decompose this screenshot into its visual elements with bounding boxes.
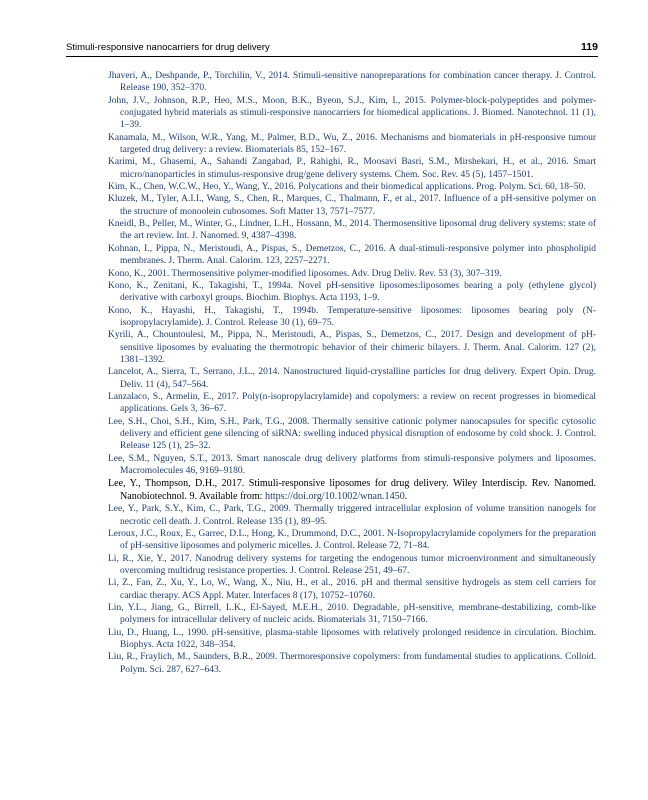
doi-link[interactable]: https://doi.org/10.1002/wnan.1450 (265, 491, 405, 503)
reference-entry: Leroux, J.C., Roux, E., Garrec, D.L., Hong, K., Drummond, D.C., 2001. N-Isopropylacrylamide copolymers for the preparation of pH-sensitive liposomes and polymeric micelles. J. Control. Release 72, 71–84. (108, 529, 596, 552)
reference-entry: Jhaveri, A., Deshpande, P., Torchilin, V., 2014. Stimuli-sensitive nanopreparations for combination cancer therapy. J. Control. Release 190, 352–370. (108, 71, 596, 94)
reference-entry: John, J.V., Johnson, R.P., Heo, M.S., Moon, B.K., Byeon, S.J., Kim, I., 2015. Polymer-block-polypeptides and polymer-conjugated hybrid materials as stimuli-responsive nanocarriers for biomedical applications. J. Biomed. Nanotechnol. 11 (1), 1–39. (108, 95, 596, 131)
reference-entry: Liu, D., Huang, L., 1990. pH-sensitive, plasma-stable liposomes with relatively prolonged residence in circulation. Biochim. Biophys. Acta 1022, 348–354. (108, 627, 596, 651)
reference-entry: Lanzalaco, S., Armelin, E., 2017. Poly(n-isopropylacrylamide) and copolymers: a review on recent progresses in biomedical applications. Gels 3, 36–67. (108, 391, 596, 415)
reference-entry: Kono, K., Hayashi, H., Takagishi, T., 1994b. Temperature-sensitive liposomes: liposomes bearing poly (N-isopropylacrylamide). J. Control. Release 30 (1), 69–75. (108, 305, 596, 328)
reference-entry: Lee, S.M., Nguyen, S.T., 2013. Smart nanoscale drug delivery platforms from stimuli-responsive polymers and liposomes. Macromolecules 46, 9169–9180. (108, 453, 596, 476)
reference-suffix: . (404, 491, 408, 503)
reference-entry: Kono, K., 2001. Thermosensitive polymer-modified liposomes. Adv. Drug Deliv. Rev. 53 (3), 307–319. (108, 268, 502, 279)
reference-entry: Kohnan, I., Pippa, N., Meristoudi, A., Pispas, S., Demetzos, C., 2016. A dual-stimuli-responsive polymer into phospholipid membranes. J. Therm. Anal. Calorim. 123, 2257–2271. (108, 243, 596, 267)
reference-entry-highlighted (108, 477, 596, 503)
reference-entry: Kyrili, A., Chountoulesi, M., Pippa, N., Meristoudi, A., Pispas, S., Demetzos, C., 2017. Design and development of pH-sensitive liposomes by evaluating the thermotropic behavior of their chimeric bilayers. J. Therm. Anal. Calorim. 127 (2), 1381–1392. (108, 330, 596, 365)
reference-text: Lee, Y., Thompson, D.H., 2017. Stimuli-responsive liposomes for drug delivery. Wiley Interdiscip. Rev. Nanomed. Nanobiotechnol. 9. Available from: (108, 478, 596, 503)
reference-list (108, 70, 596, 676)
reference-entry: Li, R., Xie, Y., 2017. Nanodrug delivery systems for targeting the endogenous tumor microenvironment and simultaneously overcoming multidrug resistance properties. J. Control. Release 251, 49–67. (108, 553, 596, 577)
reference-entry: Lancelot, A., Sierra, T., Serrano, J.L., 2014. Nanostructured liquid-crystalline particles for drug delivery. Expert Opin. Drug. Deliv. 11 (4), 547–564. (108, 367, 596, 390)
reference-entry: Kluzek, M., Tyler, A.I.I., Wang, S., Chen, R., Marques, C., Thalmann, F., et al., 2017. Influence of a pH-sensitive polymer on the structure of monoolein cubosomes. Soft Matter 13, 7571–7577. (108, 194, 596, 217)
reference-entry: Kneidl, B., Peller, M., Winter, G., Lindner, L.H., Hossann, M., 2014. Thermosensitive liposomal drug delivery systems: state of the art review. Int. J. Nanomed. 9, 4387–4398. (108, 219, 596, 242)
reference-entry: Lin, Y.L., Jiang, G., Birrell, L.K., El-Sayed, M.E.H., 2010. Degradable, pH-sensitive, membrane-destabilizing, comb-like polymers for intracellular delivery of nucleic acids. Biomaterials 31, 7150–7166. (108, 603, 596, 626)
running-head (66, 40, 598, 57)
page-number: 119 (581, 41, 598, 53)
reference-entry: Kono, K., Zenitani, K., Takagishi, T., 1994a. Novel pH-sensitive liposomes:liposomes bearing a poly (ethylene glycol) derivative with carboxyl groups. Biochim. Biophys. Acta 1193, 1–9. (108, 280, 596, 304)
reference-entry: Lee, Y., Park, S.Y., Kim, C., Park, T.G., 2009. Thermally triggered intracellular explosion of volume transition nanogels for necrotic cell death. J. Control. Release 135 (1), 89–95. (108, 504, 596, 527)
reference-entry: Karimi, M., Ghasemi, A., Sahandi Zangabad, P., Rahighi, R., Moosavi Basri, S.M., Mirshekari, H., et al., 2016. Smart micro/nanoparticles in stimulus-responsive drug/gene delivery systems. Chem. Soc. Rev. 45 (5), 1457–1501. (108, 157, 596, 180)
reference-entry: Li, Z., Fan, Z., Xu, Y., Lo, W., Wang, X., Niu, H., et al., 2016. pH and thermal sensitive hydrogels as stem cell carriers for cardiac therapy. ACS Appl. Mater. Interfaces 8 (17), 10752–10760. (108, 578, 596, 601)
running-head-title: Stimuli-responsive nanocarriers for drug delivery (66, 42, 270, 53)
reference-entry: Kim, K., Chen, W.C.W., Heo, Y., Wang, Y., 2016. Polycations and their biomedical applications. Prog. Polym. Sci. 60, 18–50. (108, 182, 586, 193)
reference-entry: Lee, S.H., Choi, S.H., Kim, S.H., Park, T.G., 2008. Thermally sensitive cationic polymer nanocapsules for specific cytosolic delivery and efficient gene silencing of siRNA: swelling induced physical disruption of endosome by cold shock. J. Control. Release 125 (1), 25–32. (108, 416, 596, 452)
reference-entry: Liu, R., Fraylich, M., Saunders, B.R., 2009. Thermoresponsive copolymers: from fundamental studies to applications. Colloid. Polym. Sci. 287, 627–643. (108, 652, 596, 675)
reference-entry: Kanamala, M., Wilson, W.R., Yang, M., Palmer, B.D., Wu, Z., 2016. Mechanisms and biomaterials in pH-responsive tumour targeted drug delivery: a review. Biomaterials 85, 152–167. (108, 132, 596, 156)
